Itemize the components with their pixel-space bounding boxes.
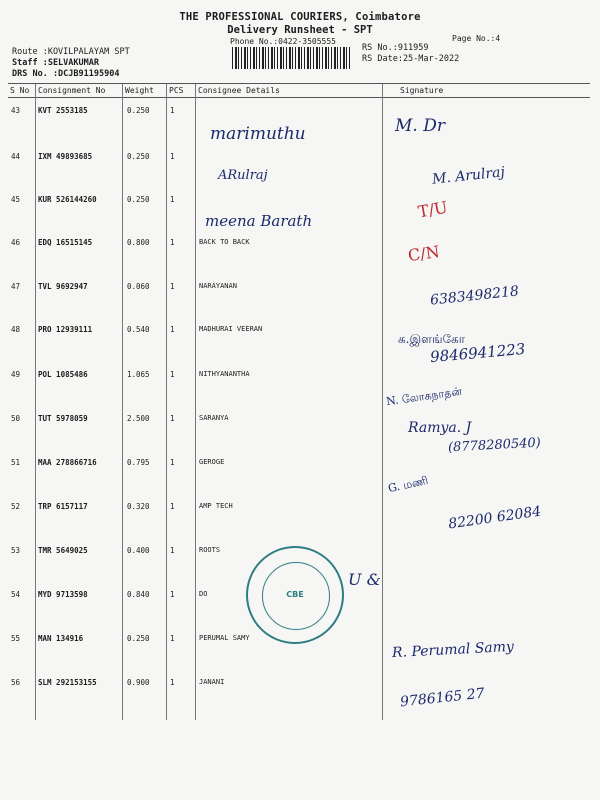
handwritten-phone: 82200 62084 [447, 503, 543, 533]
row-pcs: 1 [170, 106, 175, 115]
rs-number: RS No.:911959 [362, 43, 429, 53]
row-pcs: 1 [170, 546, 175, 555]
row-consignment: MAN 134916 [38, 634, 84, 643]
row-sno: 56 [11, 678, 21, 687]
handwritten-signature: Ramya. J [408, 420, 472, 436]
row-consignee: NITHYANANTHA [199, 370, 250, 378]
header-consignee: Consignee Details [198, 86, 280, 95]
row-consignment: IXM 49893685 [38, 152, 93, 161]
handwritten-name: marimuthu [210, 124, 306, 144]
row-weight: 0.250 [127, 634, 150, 643]
row-pcs: 1 [170, 282, 175, 291]
header-consignment: Consignment No [38, 86, 106, 95]
row-pcs: 1 [170, 634, 175, 643]
row-consignee: DO [199, 590, 208, 598]
row-weight: 0.250 [127, 106, 150, 115]
handwritten-cn-note: C/N [406, 241, 441, 266]
column-divider [166, 84, 167, 720]
row-consignee: ROOTS [199, 546, 221, 554]
row-pcs: 1 [170, 458, 175, 467]
rs-date: RS Date:25-Mar-2022 [362, 54, 460, 64]
row-consignment: TVL 9692947 [38, 282, 88, 291]
row-weight: 0.540 [127, 325, 150, 334]
row-sno: 47 [11, 282, 21, 291]
row-consignment: MYD 9713598 [38, 590, 88, 599]
row-sno: 46 [11, 238, 21, 247]
row-consignment: KVT 2553185 [38, 106, 88, 115]
handwritten-tu-note: T/U [416, 197, 449, 222]
row-sno: 53 [11, 546, 21, 555]
handwritten-phone: 9786165 27 [399, 685, 486, 711]
route: Route :KOVILPALAYAM SPT [12, 47, 130, 57]
row-sno: 51 [11, 458, 21, 467]
row-consignment: TMR 5649025 [38, 546, 88, 555]
handwritten-signature: R. Perumal Samy [391, 638, 515, 662]
row-pcs: 1 [170, 152, 175, 161]
row-consignee: JANANI [199, 678, 225, 686]
row-consignee: BACK TO BACK [199, 238, 250, 246]
row-sno: 50 [11, 414, 21, 423]
header-signature: Signature [400, 86, 444, 95]
page-number: Page No.:4 [452, 34, 501, 43]
company-title: THE PROFESSIONAL COURIERS, Coimbatore [179, 11, 421, 23]
row-sno: 54 [11, 590, 21, 599]
row-consignee: SARANYA [199, 414, 229, 422]
row-pcs: 1 [170, 678, 175, 687]
row-consignee: AMP TECH [199, 502, 233, 510]
row-consignment: TRP 6157117 [38, 502, 88, 511]
handwritten-signature: M. Dr [395, 116, 445, 136]
row-consignment: EDQ 16515145 [38, 238, 93, 247]
handwritten-name: meena Barath [205, 212, 313, 230]
row-consignment: MAA 278866716 [38, 458, 97, 467]
handwritten-phone: 6383498218 [429, 283, 520, 309]
column-divider [35, 84, 36, 720]
row-pcs: 1 [170, 195, 175, 204]
handwritten-signature: U & [348, 570, 381, 589]
table-top-border [8, 83, 590, 84]
row-weight: 0.250 [127, 195, 150, 204]
column-divider [122, 84, 123, 720]
handwritten-name: ARulraj [218, 168, 268, 183]
row-sno: 52 [11, 502, 21, 511]
row-sno: 43 [11, 106, 21, 115]
row-consignment: KUR 526144260 [38, 195, 97, 204]
row-consignment: POL 1085486 [38, 370, 88, 379]
row-weight: 0.400 [127, 546, 150, 555]
handwritten-signature: N. லோகநாதன் [385, 384, 463, 409]
header-weight: Weight [125, 86, 154, 95]
row-sno: 55 [11, 634, 21, 643]
row-consignee: PERUMAL SAMY [199, 634, 250, 642]
row-weight: 0.060 [127, 282, 150, 291]
company-seal-stamp [246, 546, 344, 644]
row-pcs: 1 [170, 590, 175, 599]
handwritten-phone: 9846941223 [429, 339, 527, 367]
row-weight: 0.795 [127, 458, 150, 467]
row-weight: 0.900 [127, 678, 150, 687]
row-consignment: PRO 12939111 [38, 325, 93, 334]
row-consignee: GEROGE [199, 458, 225, 466]
staff: Staff :SELVAKUMAR [12, 58, 99, 68]
row-consignment: TUT 5978059 [38, 414, 88, 423]
row-sno: 45 [11, 195, 21, 204]
column-divider [382, 84, 383, 720]
row-consignment: SLM 292153155 [38, 678, 97, 687]
row-pcs: 1 [170, 370, 175, 379]
row-consignee: NARAYANAN [199, 282, 237, 290]
row-weight: 1.065 [127, 370, 150, 379]
barcode [232, 47, 352, 69]
header-sno: S No [10, 86, 30, 95]
row-pcs: 1 [170, 238, 175, 247]
handwritten-signature: G. மணி [386, 473, 430, 496]
row-weight: 0.800 [127, 238, 150, 247]
row-sno: 49 [11, 370, 21, 379]
row-pcs: 1 [170, 414, 175, 423]
table-header-border [8, 97, 590, 98]
row-weight: 0.840 [127, 590, 150, 599]
drs-number: DRS No. :DCJB91195904 [12, 69, 120, 79]
column-divider [195, 84, 196, 720]
handwritten-signature: க.இளங்கோ [398, 332, 465, 346]
row-weight: 2.500 [127, 414, 150, 423]
header-pcs: PCS [169, 86, 184, 95]
row-weight: 0.250 [127, 152, 150, 161]
handwritten-phone: (8778280540) [447, 435, 542, 456]
stamp-center-text: CBE [286, 590, 304, 599]
row-sno: 48 [11, 325, 21, 334]
row-consignee: MADHURAI VEERAN [199, 325, 263, 333]
row-sno: 44 [11, 152, 21, 161]
handwritten-signature: M. Arulraj [431, 164, 506, 188]
phone-number: Phone No.:0422-3505555 [230, 37, 336, 46]
row-weight: 0.320 [127, 502, 150, 511]
row-pcs: 1 [170, 325, 175, 334]
row-pcs: 1 [170, 502, 175, 511]
runsheet-title: Delivery Runsheet - SPT [227, 24, 373, 36]
